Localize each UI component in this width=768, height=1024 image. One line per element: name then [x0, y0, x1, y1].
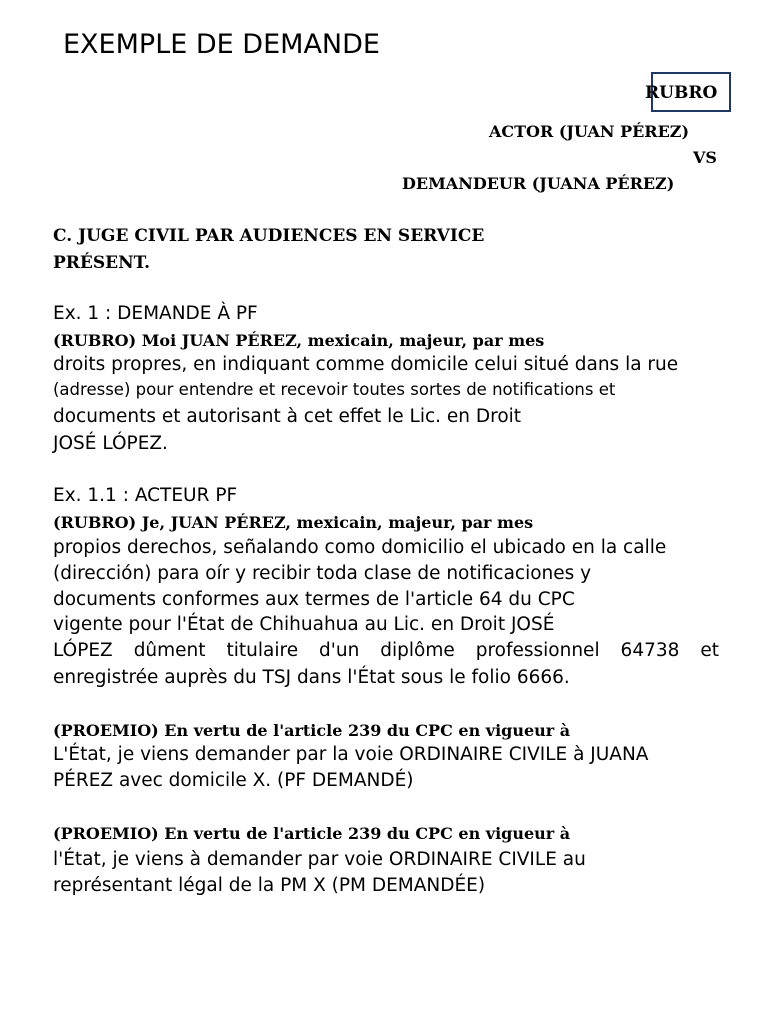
ex11-line: (dirección) para oír y recibir toda clase de notificaciones y: [53, 563, 592, 584]
ex1-line: JOSÉ LÓPEZ.: [53, 433, 168, 454]
document-title: EXEMPLE DE DEMANDE: [63, 29, 380, 60]
addressee-line: C. JUGE CIVIL PAR AUDIENCES EN SERVICE: [53, 226, 485, 246]
ex11-line: enregistrée auprès du TSJ dans l'État sous le folio 6666.: [53, 667, 570, 688]
ex1-line: documents et autorisant à cet effet le Lic. en Droit: [53, 406, 522, 427]
proemio2-line: représentant légal de la PM X (PM DEMANDÉE): [53, 875, 486, 896]
ex1-line: droits propres, en indiquant comme domicile celui situé dans la rue: [53, 354, 679, 375]
ex11-line: vigente pour l'État de Chihuahua au Lic. en Droit JOSÉ: [53, 614, 555, 635]
ex1-line: (adresse) pour entendre et recevoir toutes sortes de notifications et: [53, 380, 616, 399]
ex11-line: documents conformes aux termes de l'article 64 du CPC: [53, 589, 575, 610]
ex1-heading: Ex. 1 : DEMANDE À PF: [53, 303, 258, 324]
proemio1-line: (PROEMIO) En vertu de l'article 239 du CPC en vigueur à: [53, 721, 571, 740]
ex11-heading: Ex. 1.1 : ACTEUR PF: [53, 485, 238, 506]
proemio2-line: (PROEMIO) En vertu de l'article 239 du CPC en vigueur à: [53, 824, 571, 843]
vs-line: VS: [693, 148, 717, 167]
rubro-label: RUBRO: [645, 83, 718, 103]
proemio1-line: PÉREZ avec domicile X. (PF DEMANDÉ): [53, 770, 414, 791]
demandeur-line: DEMANDEUR (JUANA PÉREZ): [402, 174, 675, 193]
ex11-line: propios derechos, señalando como domicilio el ubicado en la calle: [53, 537, 667, 558]
ex11-line: LÓPEZ dûment titulaire d'un diplôme professionnel 64738 et: [53, 640, 719, 661]
present-line: PRÉSENT.: [53, 253, 151, 273]
ex11-line: (RUBRO) Je, JUAN PÉREZ, mexicain, majeur, par mes: [53, 513, 534, 532]
ex1-line: (RUBRO) Moi JUAN PÉREZ, mexicain, majeur, par mes: [53, 331, 545, 350]
proemio2-line: l'État, je viens à demander par voie ORDINAIRE CIVILE au: [53, 849, 586, 870]
proemio1-line: L'État, je viens demander par la voie ORDINAIRE CIVILE à JUANA: [53, 744, 649, 765]
actor-line: ACTOR (JUAN PÉREZ): [489, 122, 690, 141]
